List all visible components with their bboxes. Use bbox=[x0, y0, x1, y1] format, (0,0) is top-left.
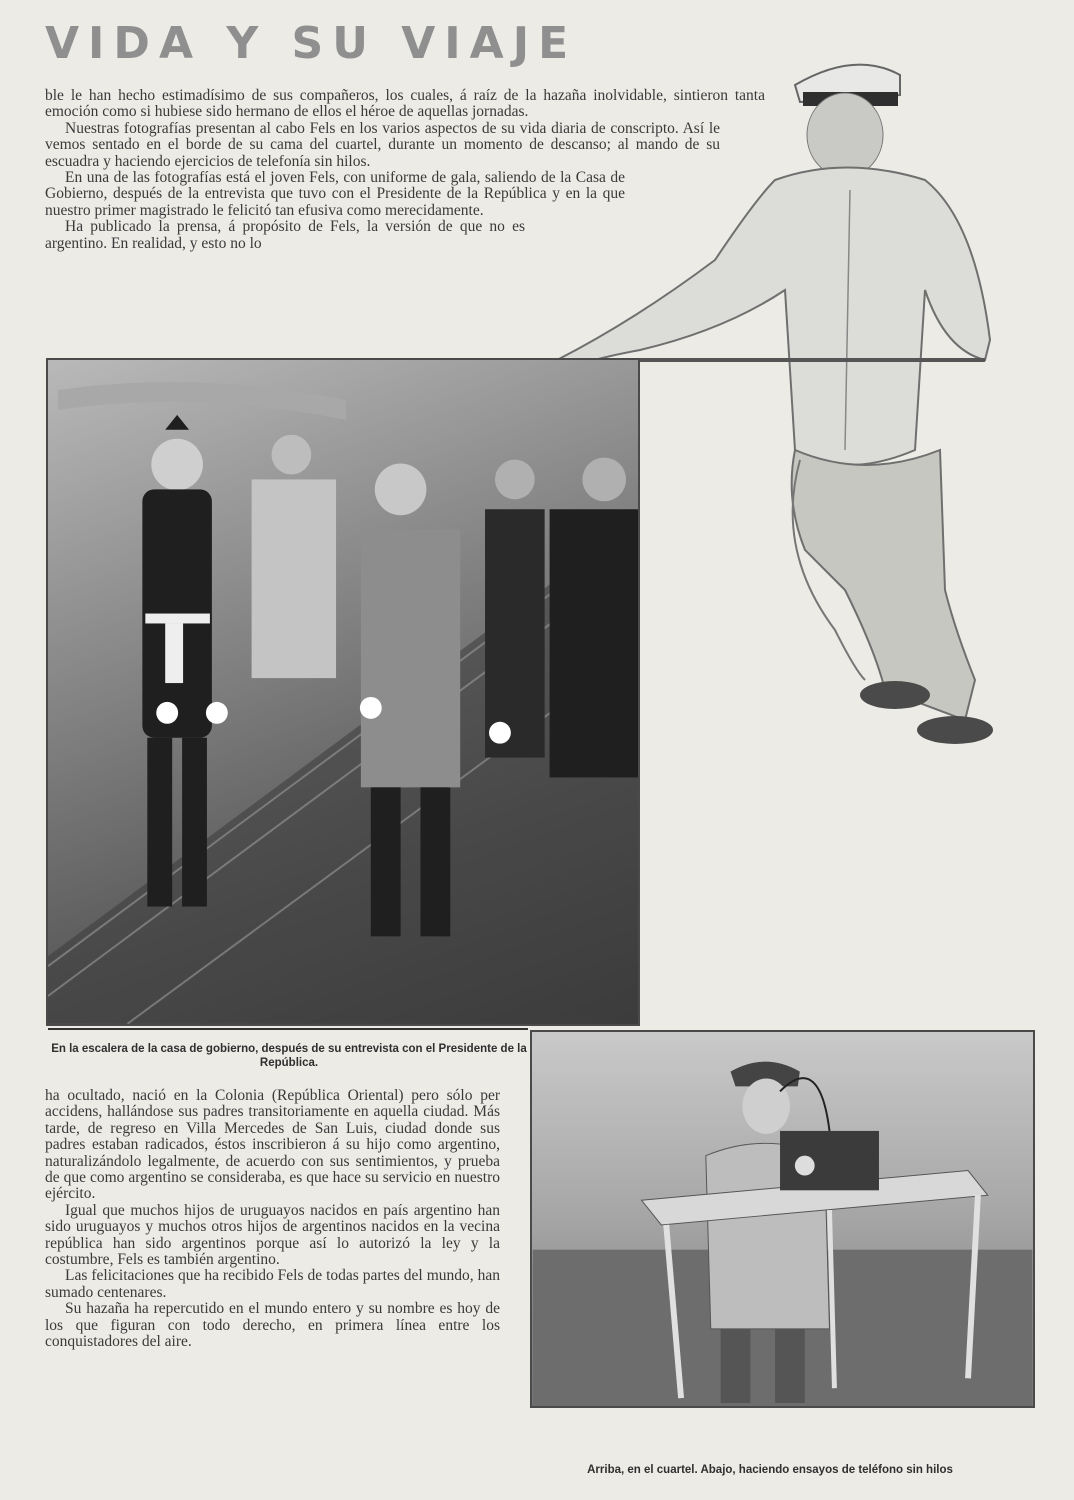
caption-rule bbox=[48, 1028, 528, 1030]
photo-wireless-telephone bbox=[530, 1030, 1035, 1408]
caption-staircase: En la escalera de la casa de gobierno, después de su entrevista con el Presidente de la República. bbox=[51, 1043, 527, 1069]
paragraph: Nuestras fotografías presentan al cabo Fels en los varios aspectos de su vida diaria de conscripto. Así le vemos sentado en el borde de su cama del cuartel, durante un momento de descanso; al mando de su escuadra y haciendo ejercicios de telefonía sin hilos. bbox=[45, 119, 720, 170]
paragraph: Igual que muchos hijos de uruguayos nacidos en país argentino han sido uruguayos y muchos otros hijos de argentinos nacidos en la vecina república han sido argentinos porque así lo autorizó la ley y la costumbre, Fels es también argentino. bbox=[45, 1201, 500, 1269]
page-headline: VIDA Y SU VIAJE bbox=[45, 18, 578, 69]
caption-barracks: Arriba, en el cuartel. Abajo, haciendo ensayos de teléfono sin hilos bbox=[587, 1464, 953, 1476]
paragraph: ble le han hecho estimadísimo de sus compañeros, los cuales, á raíz de la hazaña inolvidable, sintieron tanta emoción como si hubiese sido hermano de ellos el héroe de aquellas jornadas. bbox=[45, 87, 765, 121]
article-column-top bbox=[45, 88, 765, 252]
paragraph: Ha publicado la prensa, á propósito de Fels, la versión de que no es argentino. En realidad, y esto no lo bbox=[45, 218, 525, 252]
paragraph: ha ocultado, nació en la Colonia (República Oriental) pero sólo per accidens, hallándose sus padres transitoriamente en aquella ciudad. Más tarde, de regreso en Villa Mercedes de San Luis, ciudad donde sus padres estaban radicados, éstos inscribieron á su hijo como argentino, naturalizándolo legalmente, de acuerdo con sus sentimientos, y prueba de que como argentino se consideraba, es que hace su servicio en nuestro ejército. bbox=[45, 1087, 500, 1203]
photo-staircase-group bbox=[46, 358, 640, 1026]
article-column-bottom bbox=[45, 1088, 500, 1351]
paragraph: En una de las fotografías está el joven Fels, con uniforme de gala, saliendo de la Casa de Gobierno, después de la entrevista que tuvo con el Presidente de la República y en la que nuestro primer magistrado le felicitó tan efusiva como merecidamente. bbox=[45, 169, 625, 219]
paragraph: Su hazaña ha repercutido en el mundo entero y su nombre es hoy de los que figuran con todo derecho, en primera línea entre los conquistadores del aire. bbox=[45, 1300, 500, 1351]
paragraph: Las felicitaciones que ha recibido Fels de todas partes del mundo, han sumado centenares. bbox=[45, 1267, 500, 1301]
